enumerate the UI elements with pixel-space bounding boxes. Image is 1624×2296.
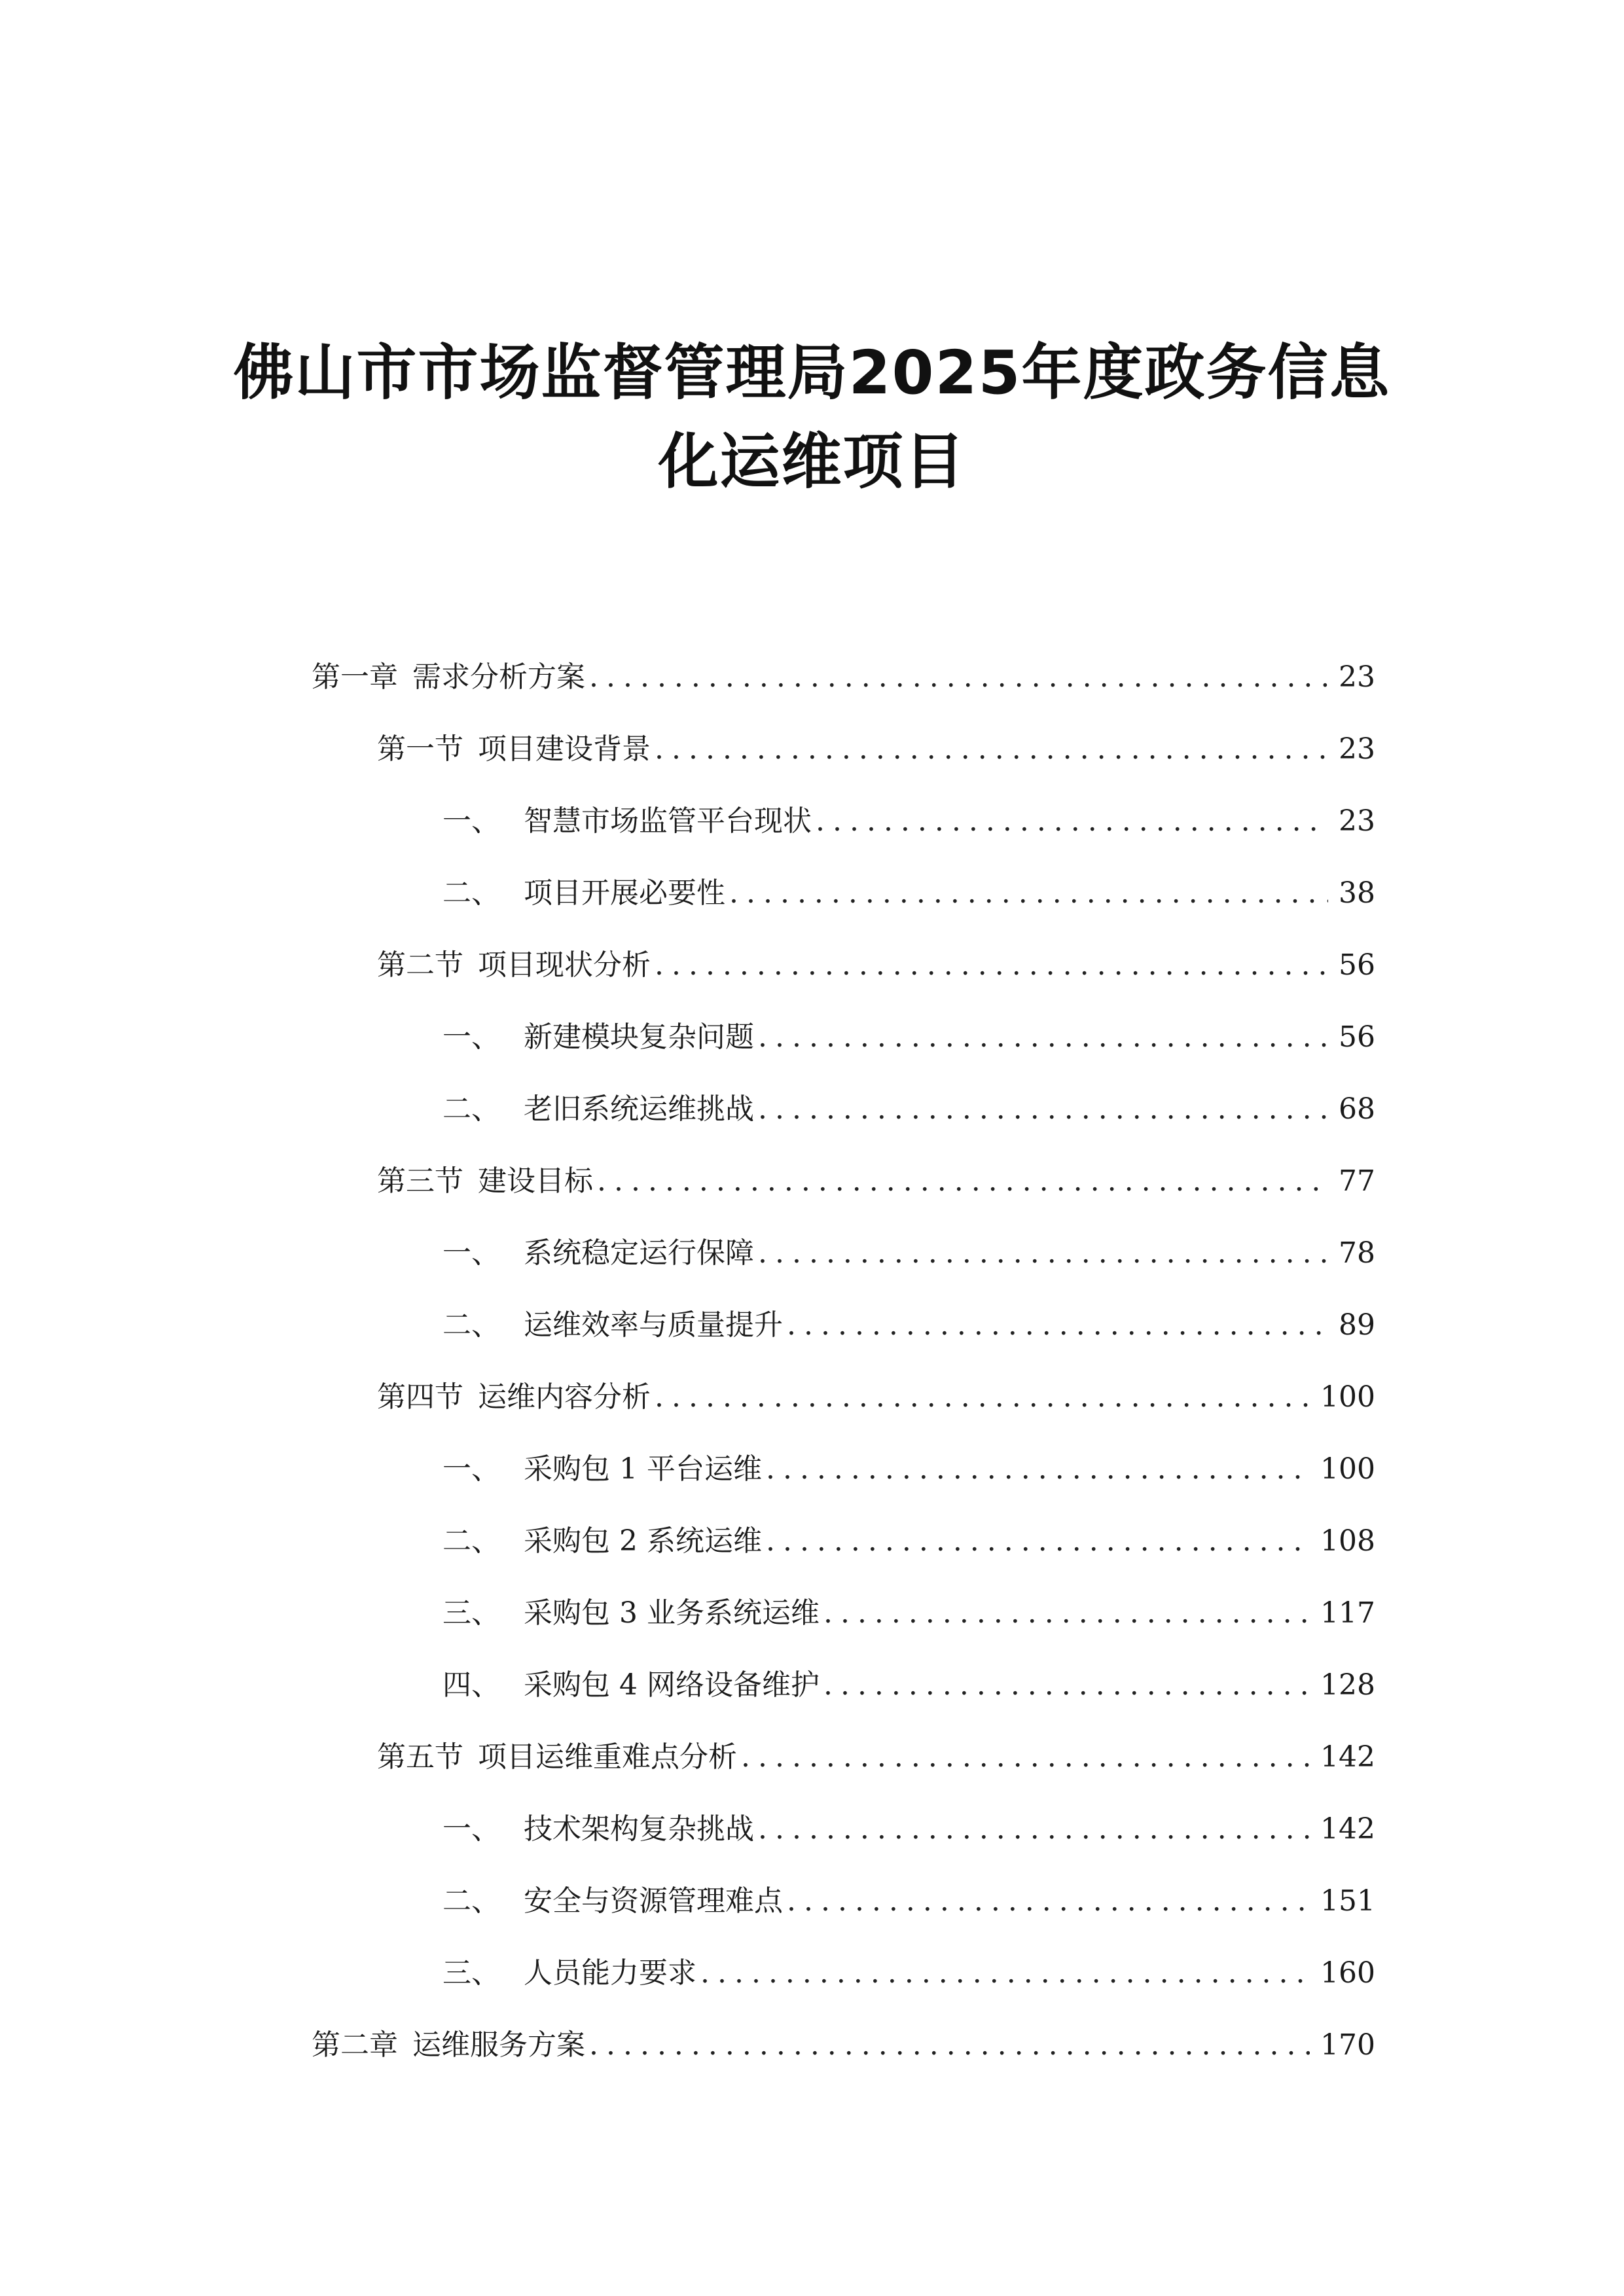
toc-entry-number: 二、	[442, 1308, 500, 1342]
toc-entry-number: 二、	[442, 1524, 500, 1558]
toc-dot-leader	[766, 1450, 1310, 1489]
toc-dot-leader	[758, 1090, 1328, 1129]
toc-entry-title: 采购包 2 系统运维	[524, 1524, 762, 1558]
toc-dot-leader	[741, 1738, 1310, 1777]
toc-entry-title: 老旧系统运维挑战	[524, 1092, 754, 1126]
toc-entry-page-number: 68	[1339, 1092, 1375, 1126]
toc-entry[interactable]	[442, 1509, 1375, 1561]
toc-entry-number: 第一章	[312, 660, 398, 694]
toc-entry-number: 第二节	[377, 948, 463, 982]
toc-entry-number: 三、	[442, 1956, 500, 1990]
toc-entry-title: 技术架构复杂挑战	[524, 1812, 754, 1846]
toc-dot-leader	[589, 2026, 1310, 2065]
toc-entry-number: 第三节	[377, 1164, 463, 1198]
toc-entry-title: 运维服务方案	[412, 2028, 585, 2062]
toc-entry-title: 采购包 1 平台运维	[524, 1452, 762, 1486]
toc-dot-leader	[787, 1306, 1328, 1345]
toc-entry-page-number: 56	[1339, 1020, 1375, 1054]
toc-entry-number: 二、	[442, 1884, 500, 1918]
toc-entry-page-number: 77	[1339, 1164, 1375, 1198]
toc-entry-number: 二、	[442, 1092, 500, 1126]
toc-entry-number: 一、	[442, 1452, 500, 1486]
toc-entry-page-number: 160	[1320, 1956, 1375, 1990]
toc-entry-page-number: 23	[1339, 732, 1375, 766]
toc-entry-number: 一、	[442, 1236, 500, 1270]
toc-dot-leader	[589, 658, 1328, 697]
toc-dot-leader	[823, 1666, 1310, 1705]
toc-entry[interactable]	[312, 2013, 1375, 2065]
toc-entry-number: 三、	[442, 1596, 500, 1630]
toc-dot-leader	[766, 1522, 1310, 1561]
toc-entry[interactable]	[377, 1725, 1375, 1777]
toc-entry[interactable]	[442, 1005, 1375, 1057]
toc-entry-page-number: 108	[1320, 1524, 1375, 1558]
toc-entry-title: 项目建设背景	[478, 732, 651, 766]
toc-entry[interactable]	[377, 1365, 1375, 1417]
toc-dot-leader	[758, 1810, 1310, 1849]
toc-dot-leader	[816, 802, 1328, 841]
toc-entry-number: 第二章	[312, 2028, 398, 2062]
toc-entry-page-number: 38	[1339, 876, 1375, 910]
toc-entry[interactable]	[312, 645, 1375, 697]
toc-entry[interactable]	[442, 1941, 1375, 1993]
toc-entry[interactable]	[442, 1797, 1375, 1849]
document-title-line-1: 佛山市市场监督管理局2025年度政务信息	[233, 338, 1391, 408]
toc-entry-title: 安全与资源管理难点	[524, 1884, 783, 1918]
toc-entry[interactable]	[442, 1293, 1375, 1345]
toc-entry-title: 系统稳定运行保障	[524, 1236, 754, 1270]
toc-entry-title: 项目开展必要性	[524, 876, 725, 910]
toc-entry[interactable]	[442, 1653, 1375, 1705]
toc-entry-page-number: 117	[1320, 1596, 1375, 1630]
toc-entry-title: 项目现状分析	[478, 948, 651, 982]
toc-entry[interactable]	[377, 717, 1375, 769]
toc-entry-number: 一、	[442, 1020, 500, 1054]
toc-dot-leader	[655, 1378, 1310, 1417]
toc-entry-page-number: 142	[1320, 1812, 1375, 1846]
toc-entry-number: 四、	[442, 1668, 500, 1702]
toc-entry-page-number: 89	[1339, 1308, 1375, 1342]
toc-entry-title: 建设目标	[478, 1164, 593, 1198]
toc-dot-leader	[758, 1018, 1328, 1057]
toc-entry-title: 运维内容分析	[478, 1380, 651, 1414]
toc-dot-leader	[823, 1594, 1310, 1633]
toc-entry[interactable]	[442, 1869, 1375, 1921]
toc-dot-leader	[729, 874, 1328, 913]
toc-dot-leader	[655, 730, 1328, 769]
toc-entry[interactable]	[377, 1149, 1375, 1201]
toc-entry-title: 智慧市场监管平台现状	[524, 804, 812, 838]
toc-dot-leader	[787, 1882, 1310, 1921]
toc-entry-page-number: 151	[1320, 1884, 1375, 1918]
toc-entry-title: 新建模块复杂问题	[524, 1020, 754, 1054]
toc-entry[interactable]	[442, 1437, 1375, 1489]
toc-dot-leader	[597, 1162, 1328, 1201]
toc-entry-number: 第五节	[377, 1740, 463, 1774]
toc-entry[interactable]	[442, 1581, 1375, 1633]
toc-entry[interactable]	[442, 861, 1375, 913]
toc-entry-page-number: 100	[1320, 1380, 1375, 1414]
toc-entry-number: 第一节	[377, 732, 463, 766]
document-title-line-2: 化运维项目	[658, 427, 966, 497]
toc-entry-page-number: 128	[1320, 1668, 1375, 1702]
toc-dot-leader	[758, 1234, 1328, 1273]
toc-entry-page-number: 170	[1320, 2028, 1375, 2062]
toc-entry[interactable]	[442, 1077, 1375, 1129]
toc-entry-number: 一、	[442, 1812, 500, 1846]
toc-entry-page-number: 100	[1320, 1452, 1375, 1486]
toc-entry-title: 采购包 3 业务系统运维	[524, 1596, 820, 1630]
toc-entry-page-number: 23	[1339, 660, 1375, 694]
toc-dot-leader	[655, 946, 1328, 985]
toc-entry-title: 采购包 4 网络设备维护	[524, 1668, 820, 1702]
toc-entry-number: 第四节	[377, 1380, 463, 1414]
toc-entry-page-number: 78	[1339, 1236, 1375, 1270]
toc-entry-page-number: 142	[1320, 1740, 1375, 1774]
toc-entry-title: 项目运维重难点分析	[478, 1740, 737, 1774]
toc-entry-title: 运维效率与质量提升	[524, 1308, 783, 1342]
toc-dot-leader	[700, 1954, 1310, 1993]
toc-entry[interactable]	[377, 933, 1375, 985]
toc-entry[interactable]	[442, 1221, 1375, 1273]
toc-entry-title: 需求分析方案	[412, 660, 585, 694]
toc-entry-number: 一、	[442, 804, 500, 838]
toc-entry-number: 二、	[442, 876, 500, 910]
toc-entry-page-number: 56	[1339, 948, 1375, 982]
toc-entry[interactable]	[442, 789, 1375, 841]
toc-entry-title: 人员能力要求	[524, 1956, 696, 1990]
toc-entry-page-number: 23	[1339, 804, 1375, 838]
